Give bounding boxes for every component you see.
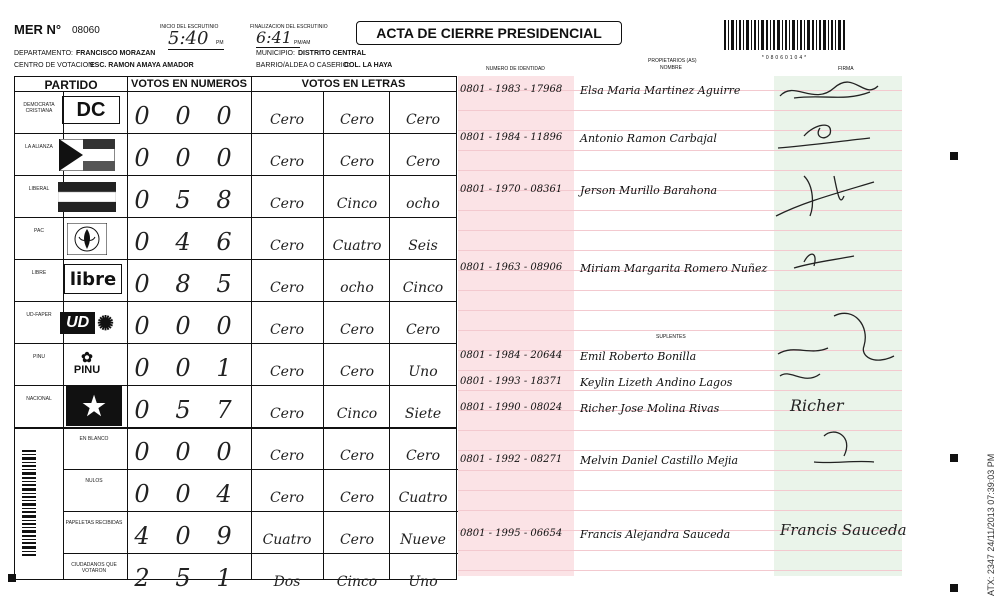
vote-digit: 0 <box>134 312 150 340</box>
member-name: Richer Jose Molina Rivas <box>580 402 720 415</box>
vote-digit: 0 <box>134 270 150 298</box>
vote-digit: 6 <box>216 228 232 256</box>
vote-digit: 0 <box>175 144 191 172</box>
party-name: LA ALIANZA <box>25 144 53 150</box>
logo-libre: libre <box>64 264 122 294</box>
logo-ud-text: UD <box>60 312 95 334</box>
vote-digit: 0 <box>216 438 232 466</box>
vote-word: Cero <box>269 448 305 464</box>
vote-word: Cero <box>339 112 375 128</box>
vote-digit: 4 <box>216 480 232 508</box>
end-time: 6:41 <box>256 28 300 48</box>
vote-word: Cero <box>339 448 375 464</box>
vote-word: Cero <box>405 154 441 170</box>
name-column-label: NOMBRE <box>660 65 682 71</box>
signature-francis: Francis Sauceda <box>780 521 907 539</box>
vote-digit: 8 <box>175 270 191 298</box>
header-votes-numbers: VOTOS EN NUMEROS <box>131 78 247 90</box>
member-id: 0801 - 1995 - 06654 <box>460 528 563 539</box>
pinu-emblem-icon: ✿ <box>81 349 93 365</box>
vote-word: Cero <box>339 532 375 548</box>
member-id: 0801 - 1993 - 18371 <box>460 376 563 387</box>
signature-strokes <box>774 76 914 556</box>
logo-pinu <box>52 346 122 380</box>
vote-digit: 0 <box>134 186 150 214</box>
vote-digit: 0 <box>175 102 191 130</box>
vote-digit: 2 <box>134 564 150 592</box>
logo-alianza-flag <box>52 138 122 172</box>
vote-word: Cero <box>269 196 305 212</box>
signature-richer: Richer <box>790 396 844 415</box>
vote-digit: 4 <box>175 228 191 256</box>
vote-word: Cero <box>339 154 375 170</box>
vote-word: Seis <box>408 238 438 254</box>
header-votes-letters: VOTOS EN LETRAS <box>301 78 406 90</box>
sun-icon: ✺ <box>97 312 114 335</box>
member-id: 0801 - 1983 - 17968 <box>460 84 563 95</box>
vote-word: Cero <box>339 490 375 506</box>
vote-word: Dos <box>273 574 301 590</box>
member-name: Emil Roberto Bonilla <box>580 350 697 363</box>
vote-digit: 5 <box>175 564 191 592</box>
center-label: CENTRO DE VOTACION: <box>14 62 96 69</box>
vote-digit: 5 <box>175 186 191 214</box>
logo-pinu-text: PINU <box>73 364 101 376</box>
vote-word: Cero <box>339 322 375 338</box>
member-name: Keylin Lizeth Andino Lagos <box>580 376 733 389</box>
member-id: 0801 - 1963 - 08906 <box>460 262 563 273</box>
sign-column-label: FIRMA <box>838 66 854 72</box>
vote-word: Cero <box>269 490 305 506</box>
vote-digit: 0 <box>175 522 191 550</box>
muni-value: DISTRITO CENTRAL <box>298 50 366 57</box>
vote-word: Cero <box>269 406 305 422</box>
end-label: FINALIZACION DEL ESCRUTINIO <box>250 24 328 30</box>
vote-word: Cero <box>269 364 305 380</box>
star-icon: ★ <box>82 390 106 421</box>
total-label: EN BLANCO <box>79 436 109 442</box>
party-name: LIBERAL <box>28 186 50 192</box>
end-suffix: PM/AM <box>294 40 311 46</box>
vote-word: Cero <box>405 322 441 338</box>
vote-word: ocho <box>340 280 374 296</box>
total-label: PAPELETAS RECIBIDAS <box>65 520 123 526</box>
mer-number: 08060 <box>72 25 100 36</box>
vote-digit: 0 <box>134 438 150 466</box>
member-name: Elsa Maria Martinez Aguirre <box>580 84 741 97</box>
vote-digit: 1 <box>216 354 232 382</box>
vote-word: ocho <box>406 196 440 212</box>
barrio-value: COL. LA HAYA <box>344 62 393 69</box>
barcode <box>724 20 846 61</box>
document-title: ACTA DE CIERRE PRESIDENCIAL <box>356 21 622 45</box>
vote-word: Uno <box>408 574 438 590</box>
vote-digit: 0 <box>216 144 232 172</box>
member-id: 0801 - 1970 - 08361 <box>460 184 563 195</box>
barcode-text: *08060104* <box>761 55 809 61</box>
vote-word: Cinco <box>402 280 444 296</box>
vote-digit: 0 <box>134 102 150 130</box>
muni-label: MUNICIPIO: <box>256 50 295 57</box>
member-id: 0801 - 1992 - 08271 <box>460 454 563 465</box>
vote-digit: 9 <box>216 522 232 550</box>
vote-word: Nueve <box>400 532 446 548</box>
logo-liberal-flag <box>52 180 122 214</box>
vote-word: Cinco <box>336 574 378 590</box>
start-label: INICIO DEL ESCRUTINIO <box>160 24 219 30</box>
member-name: Jerson Murillo Barahona <box>580 184 718 197</box>
party-name: UD-FAPER <box>26 312 52 318</box>
vote-word: Cinco <box>336 196 378 212</box>
id-column-label: NUMERO DE IDENTIDAD <box>486 66 545 72</box>
vote-word: Cero <box>339 364 375 380</box>
mer-label: MER N° <box>14 22 62 37</box>
dept-value: FRANCISCO MORAZAN <box>76 50 156 57</box>
vote-digit: 0 <box>134 396 150 424</box>
logo-ud <box>52 306 122 340</box>
logo-pac-fleur-icon <box>52 222 122 256</box>
vote-digit: 0 <box>134 144 150 172</box>
vote-word: Cero <box>269 280 305 296</box>
vote-word: Cuatro <box>262 532 312 548</box>
vote-digit: 4 <box>134 522 150 550</box>
party-name: DEMOCRATA CRISTIANA <box>23 102 55 114</box>
party-name: PINU <box>33 354 45 360</box>
barrio-label: BARRIO/ALDEA O CASERIO: <box>256 62 351 69</box>
vote-digit: 8 <box>216 186 232 214</box>
member-id: 0801 - 1990 - 08024 <box>460 402 563 413</box>
vote-digit: 0 <box>175 354 191 382</box>
vote-word: Cero <box>269 322 305 338</box>
vote-digit: 0 <box>134 228 150 256</box>
vote-word: Cero <box>269 112 305 128</box>
member-id: 0801 - 1984 - 20644 <box>460 350 563 361</box>
vote-digit: 5 <box>175 396 191 424</box>
member-name: Antonio Ramon Carbajal <box>580 132 717 145</box>
start-time: 5:40 <box>168 28 224 50</box>
party-name: NACIONAL <box>26 396 52 402</box>
registration-mark <box>950 454 958 462</box>
total-label: NULOS <box>85 478 103 484</box>
vote-digit: 5 <box>216 270 232 298</box>
owners-label: PROPIETARIOS (AS) <box>648 58 697 64</box>
vote-word: Cero <box>269 154 305 170</box>
total-label: CIUDADANOS QUE VOTARON <box>71 562 117 574</box>
vote-digit: 0 <box>175 438 191 466</box>
start-suffix: PM <box>216 40 224 46</box>
vote-digit: 0 <box>134 480 150 508</box>
party-name: PAC <box>34 228 44 234</box>
registration-mark <box>950 152 958 160</box>
header-party: PARTIDO <box>44 78 98 92</box>
vote-word: Cero <box>405 448 441 464</box>
registration-mark <box>950 584 958 592</box>
vote-digit: 0 <box>216 312 232 340</box>
vote-word: Uno <box>408 364 438 380</box>
logo-nacional <box>66 386 122 426</box>
substitutes-label: SUPLENTES <box>656 334 686 340</box>
vote-digit: 0 <box>175 312 191 340</box>
vote-digit: 0 <box>175 480 191 508</box>
vote-word: Cero <box>269 238 305 254</box>
id-column <box>458 76 574 576</box>
vertical-stamp: ATX: 2347 24/11/2013 07:39:03 PM <box>986 453 996 596</box>
vote-word: Siete <box>404 406 442 422</box>
vote-digit: 0 <box>216 102 232 130</box>
registration-mark <box>8 574 16 582</box>
vote-digit: 1 <box>216 564 232 592</box>
party-name: LIBRE <box>31 270 47 276</box>
vote-word: Cinco <box>336 406 378 422</box>
vote-digit: 7 <box>216 396 232 424</box>
member-id: 0801 - 1984 - 11896 <box>460 132 563 143</box>
side-barcode <box>20 450 50 560</box>
vote-word: Cuatro <box>398 490 448 506</box>
vote-word: Cuatro <box>332 238 382 254</box>
vote-digit: 0 <box>134 354 150 382</box>
member-name: Miriam Margarita Romero Nuñez <box>580 262 768 275</box>
center-value: ESC. RAMON AMAYA AMADOR <box>90 62 194 69</box>
vote-word: Cero <box>405 112 441 128</box>
member-name: Melvin Daniel Castillo Mejia <box>580 454 739 467</box>
logo-dc: DC <box>62 96 120 124</box>
dept-label: DEPARTAMENTO: <box>14 50 73 57</box>
member-name: Francis Alejandra Sauceda <box>580 528 731 541</box>
